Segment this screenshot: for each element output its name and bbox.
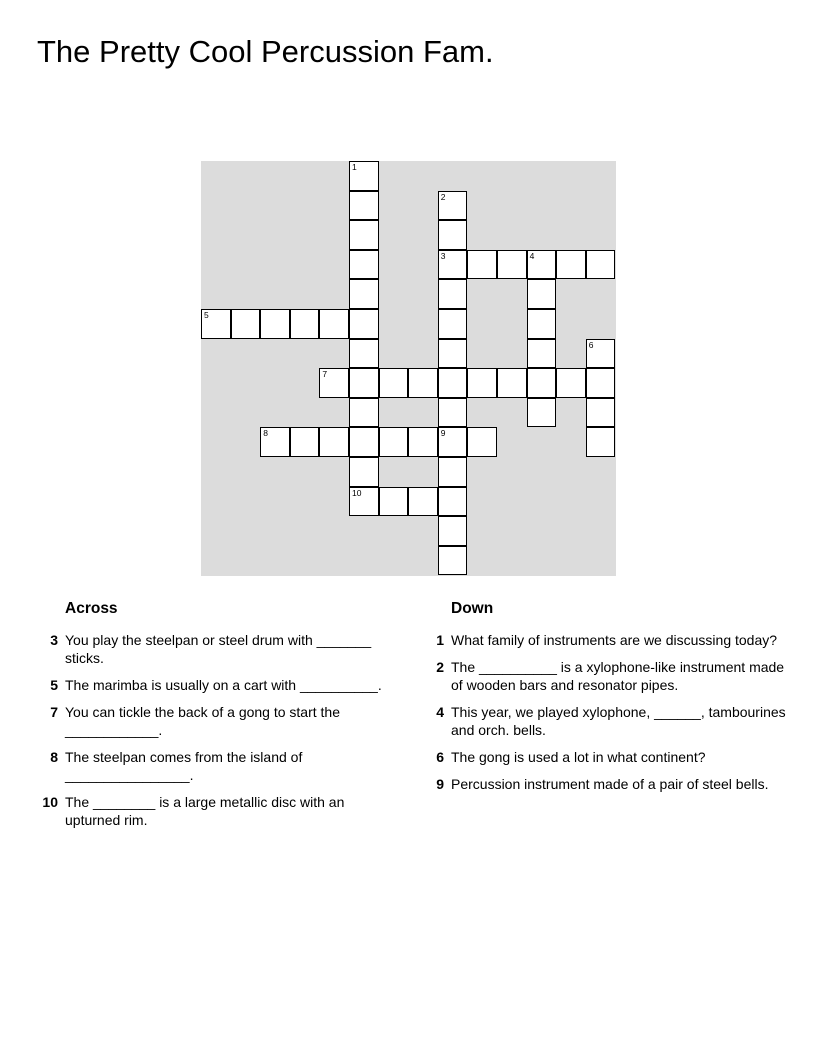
grid-cell[interactable] (527, 279, 557, 309)
grid-cell[interactable] (349, 161, 379, 191)
grid-cell[interactable] (438, 487, 468, 517)
grid-cell[interactable] (408, 427, 438, 457)
clue-down-2 (426, 658, 786, 694)
grid-cell[interactable] (556, 250, 586, 280)
grid-cell[interactable] (586, 339, 616, 369)
cell-number: 10 (352, 487, 362, 498)
grid-cell[interactable] (231, 309, 261, 339)
cell-number: 5 (204, 310, 209, 320)
clue-across-10 (40, 793, 400, 829)
grid-cell[interactable] (438, 339, 468, 369)
clue-text: You play the steelpan or steel drum with _______ sticks. (65, 632, 372, 666)
grid-cell[interactable] (438, 427, 468, 457)
grid-cell[interactable] (349, 191, 379, 221)
grid-cell[interactable] (467, 250, 497, 280)
clue-down-4 (426, 703, 786, 739)
clue-text: The marimba is usually on a cart with __________. (65, 677, 382, 693)
grid-cell[interactable] (527, 339, 557, 369)
grid-cell[interactable] (438, 398, 468, 428)
crossword-grid (201, 161, 616, 576)
grid-cell[interactable] (349, 368, 379, 398)
grid-cell[interactable] (556, 368, 586, 398)
grid-cell[interactable] (586, 368, 616, 398)
grid-cell[interactable] (467, 368, 497, 398)
cell-number: 7 (322, 369, 328, 380)
clue-across-5 (40, 676, 400, 694)
grid-cell[interactable] (497, 368, 527, 398)
cell-number: 8 (263, 428, 268, 439)
grid-cell[interactable] (438, 368, 468, 398)
clue-number: 4 (436, 704, 444, 720)
clue-down-1 (426, 631, 786, 649)
grid-cell[interactable] (438, 546, 468, 576)
grid-cell[interactable] (408, 368, 438, 398)
grid-cell[interactable] (586, 398, 616, 428)
across-heading: Across (65, 600, 118, 617)
grid-cell[interactable] (467, 427, 497, 457)
down-heading: Down (451, 600, 494, 617)
clue-across-8 (40, 748, 400, 784)
clue-text: The gong is used a lot in what continent? (451, 749, 706, 765)
grid-cell[interactable] (438, 191, 468, 221)
clue-down-9 (426, 775, 786, 793)
cell-number: 9 (440, 428, 446, 439)
clue-text: The __________ is a xylophone-like instrument made of wooden bars and resonator pipes. (451, 659, 785, 693)
grid-cell[interactable] (438, 516, 468, 546)
clue-across-3 (40, 631, 400, 667)
clue-text: This year, we played xylophone, ______, tambourines and orch. bells. (451, 704, 786, 738)
grid-cell[interactable] (349, 398, 379, 428)
grid-cell[interactable] (319, 368, 349, 398)
clue-across-7 (40, 703, 400, 739)
clue-number: 10 (42, 794, 58, 810)
cell-number: 2 (440, 191, 446, 202)
grid-cell[interactable] (379, 487, 409, 517)
clue-text: Percussion instrument made of a pair of steel bells. (451, 776, 769, 792)
grid-cell[interactable] (349, 457, 379, 487)
clue-text: What family of instruments are we discussing today? (451, 632, 778, 648)
grid-cell[interactable] (349, 427, 379, 457)
grid-cell[interactable] (438, 279, 468, 309)
grid-cell[interactable] (319, 427, 349, 457)
grid-cell[interactable] (438, 250, 468, 280)
across-clues (40, 600, 400, 838)
grid-cell[interactable] (379, 368, 409, 398)
clue-number: 6 (436, 749, 444, 765)
grid-cell[interactable] (527, 309, 557, 339)
grid-cell[interactable] (379, 427, 409, 457)
clue-text: The steelpan comes from the island of ________________. (65, 749, 303, 783)
grid-cell[interactable] (349, 250, 379, 280)
grid-cell[interactable] (527, 368, 557, 398)
page-title: The Pretty Cool Percussion Fam. (37, 34, 494, 69)
cell-number: 6 (588, 339, 594, 350)
grid-cell[interactable] (586, 250, 616, 280)
clue-number: 5 (50, 677, 58, 693)
cell-number: 1 (352, 162, 357, 172)
clue-text: The ________ is a large metallic disc with an upturned rim. (65, 794, 345, 828)
grid-cell[interactable] (408, 487, 438, 517)
grid-cell[interactable] (260, 427, 290, 457)
grid-cell[interactable] (349, 487, 379, 517)
grid-cell[interactable] (349, 220, 379, 250)
grid-cell[interactable] (438, 220, 468, 250)
clue-down-6 (426, 748, 786, 766)
cell-number: 3 (440, 250, 446, 261)
down-clues (426, 600, 786, 802)
clue-number: 9 (436, 776, 444, 792)
clue-number: 8 (50, 749, 58, 765)
grid-cell[interactable] (349, 309, 379, 339)
grid-cell[interactable] (438, 309, 468, 339)
clue-number: 3 (50, 632, 58, 648)
grid-cell[interactable] (527, 398, 557, 428)
grid-cell[interactable] (438, 457, 468, 487)
clue-number: 1 (436, 632, 444, 648)
clue-number: 2 (436, 659, 444, 675)
clue-number: 7 (50, 704, 58, 720)
cell-number: 4 (529, 250, 535, 261)
grid-cell[interactable] (260, 309, 290, 339)
grid-cell[interactable] (290, 427, 320, 457)
grid-cell[interactable] (290, 309, 320, 339)
grid-cell[interactable] (497, 250, 527, 280)
grid-cell[interactable] (319, 309, 349, 339)
grid-cell[interactable] (201, 309, 231, 339)
grid-cell[interactable] (349, 279, 379, 309)
grid-cell[interactable] (527, 250, 557, 280)
grid-cell[interactable] (586, 427, 616, 457)
grid-cell[interactable] (349, 339, 379, 369)
clue-text: You can tickle the back of a gong to start the ____________. (65, 704, 340, 738)
